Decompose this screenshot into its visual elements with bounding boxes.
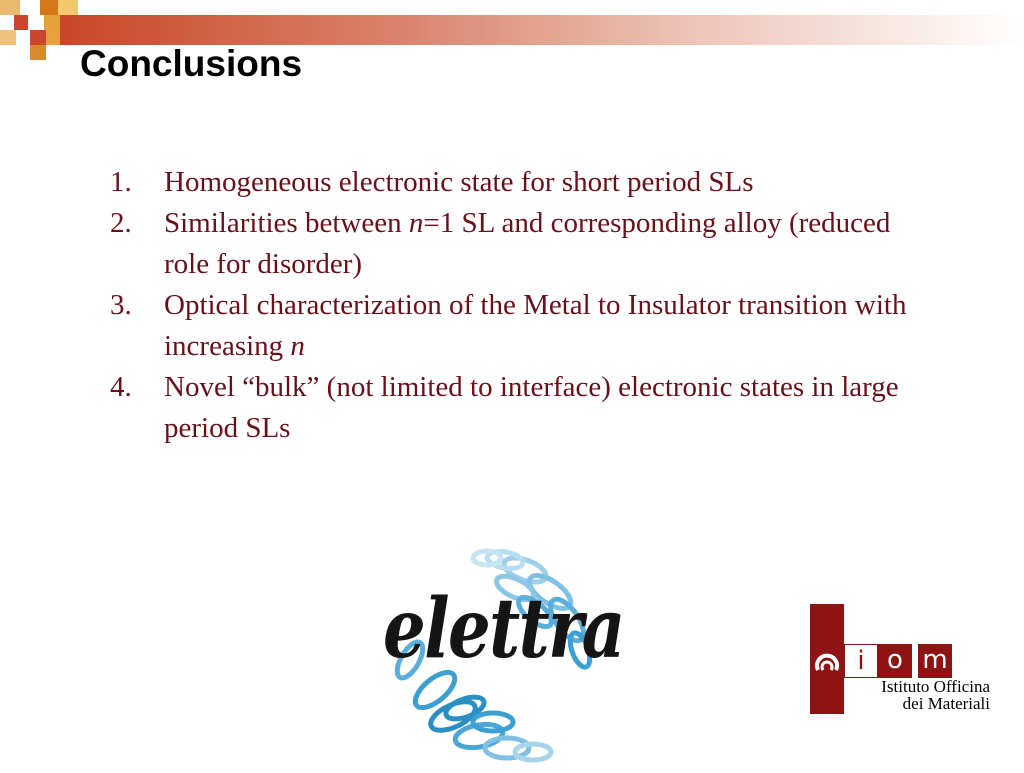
item-text: Novel “bulk” (not limited to interface) electronic states in large period SLs — [164, 371, 899, 444]
slide-title: Conclusions — [80, 43, 303, 84]
iom-line-1: Istituto Officina — [881, 677, 990, 696]
iom-letter-i: i — [844, 644, 878, 678]
elettra-wordmark: elettra — [383, 581, 624, 677]
conclusion-item — [110, 203, 910, 285]
item-number: 3. — [110, 289, 132, 321]
item-text: Optical characterization of the Metal to Insulator transition with increasing — [164, 289, 907, 362]
item-number: 1. — [110, 166, 132, 198]
conclusion-item — [110, 285, 910, 367]
elettra-logo — [375, 540, 625, 768]
item-variable: n — [290, 330, 305, 362]
conclusions-list — [110, 162, 910, 449]
iom-letter-o: o — [878, 644, 912, 678]
iom-line-2: dei Materiali — [902, 694, 990, 713]
item-text: =1 SL and corresponding alloy (reduced role for disorder) — [164, 207, 891, 280]
item-variable: n — [408, 207, 424, 239]
iom-letter-m: m — [918, 644, 952, 678]
item-text: Homogeneous electronic state for short period SLs — [164, 166, 754, 198]
conclusion-item — [110, 367, 910, 449]
item-text: Similarities between — [164, 207, 409, 239]
iom-emblem-icon — [810, 644, 844, 678]
item-number: 2. — [110, 207, 132, 239]
iom-logo — [808, 604, 998, 716]
conclusion-item — [110, 162, 910, 203]
item-number: 4. — [110, 371, 132, 403]
iom-institute-name — [881, 678, 990, 712]
